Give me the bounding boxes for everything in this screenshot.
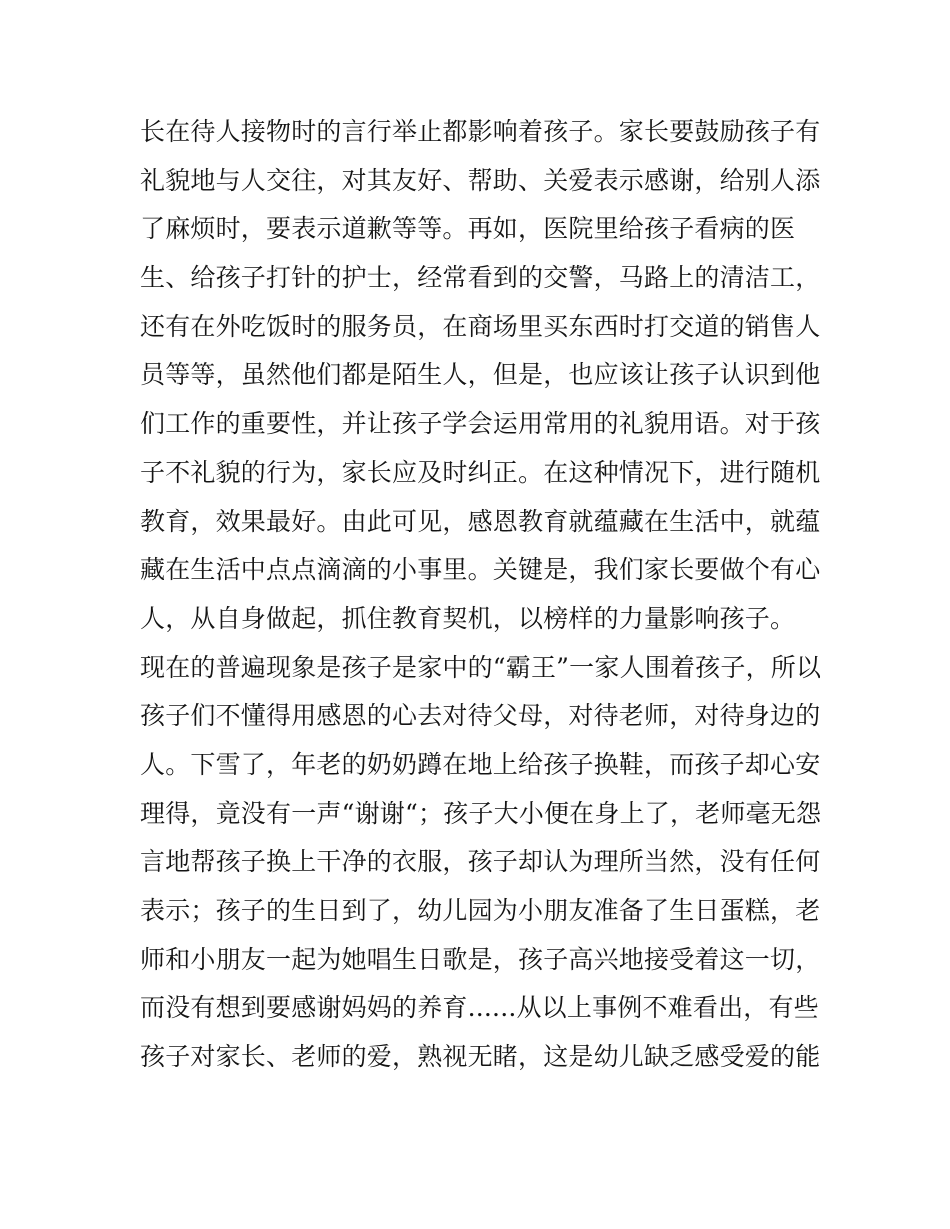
text-line: 生、给孩子打针的护士，经常看到的交警，马路上的清洁工， — [140, 263, 821, 293]
text-line: 子不礼貌的行为，家长应及时纠正。在这种情况下，进行随机 — [140, 457, 821, 487]
text-line: 还有在外吃饭时的服务员，在商场里买东西时打交道的销售人 — [140, 311, 821, 341]
text-line: 教育，效果最好。由此可见，感恩教育就蕴藏在生活中，就蕴 — [140, 506, 821, 536]
text-line: 人。下雪了，年老的奶奶蹲在地上给孩子换鞋，而孩子却心安 — [140, 749, 821, 779]
text-line: 言地帮孩子换上干净的衣服，孩子却认为理所当然，没有任何 — [140, 847, 821, 877]
text-line: 师和小朋友一起为她唱生日歌是，孩子高兴地接受着这一切， — [140, 944, 821, 974]
text-line: 孩子对家长、老师的爱，熟视无睹，这是幼儿缺乏感受爱的能 — [140, 1042, 821, 1072]
text-line: 了麻烦时，要表示道歉等等。再如，医院里给孩子看病的医 — [140, 214, 796, 244]
text-line: 表示；孩子的生日到了，幼儿园为小朋友准备了生日蛋糕，老 — [140, 896, 821, 925]
body-text — [140, 108, 820, 1082]
text-line: 礼貌地与人交往，对其友好、帮助、关爱表示感谢，给别人添 — [140, 165, 821, 195]
text-line: 长在待人接物时的言行举止都影响着孩子。家长要鼓励孩子有 — [140, 117, 821, 146]
text-line: 孩子们不懂得用感恩的心去对待父母，对待老师，对待身边的 — [140, 701, 821, 731]
text-line: 现在的普遍现象是孩子是家中的“霸王”一家人围着孩子，所以 — [140, 652, 822, 682]
text-line: 藏在生活中点点滴滴的小事里。关键是，我们家长要做个有心 — [140, 555, 821, 585]
text-line: 而没有想到要感谢妈妈的养育......从以上事例不难看出，有些 — [140, 993, 819, 1023]
text-line: 们工作的重要性，并让孩子学会运用常用的礼貌用语。对于孩 — [140, 409, 821, 439]
text-line: 人，从自身做起，抓住教育契机，以榜样的力量影响孩子。 — [140, 603, 796, 633]
text-line: 员等等，虽然他们都是陌生人，但是，也应该让孩子认识到他 — [140, 360, 821, 390]
text-line: 理得，竟没有一声“谢谢“；孩子大小便在身上了，老师毫无怨 — [140, 798, 822, 828]
